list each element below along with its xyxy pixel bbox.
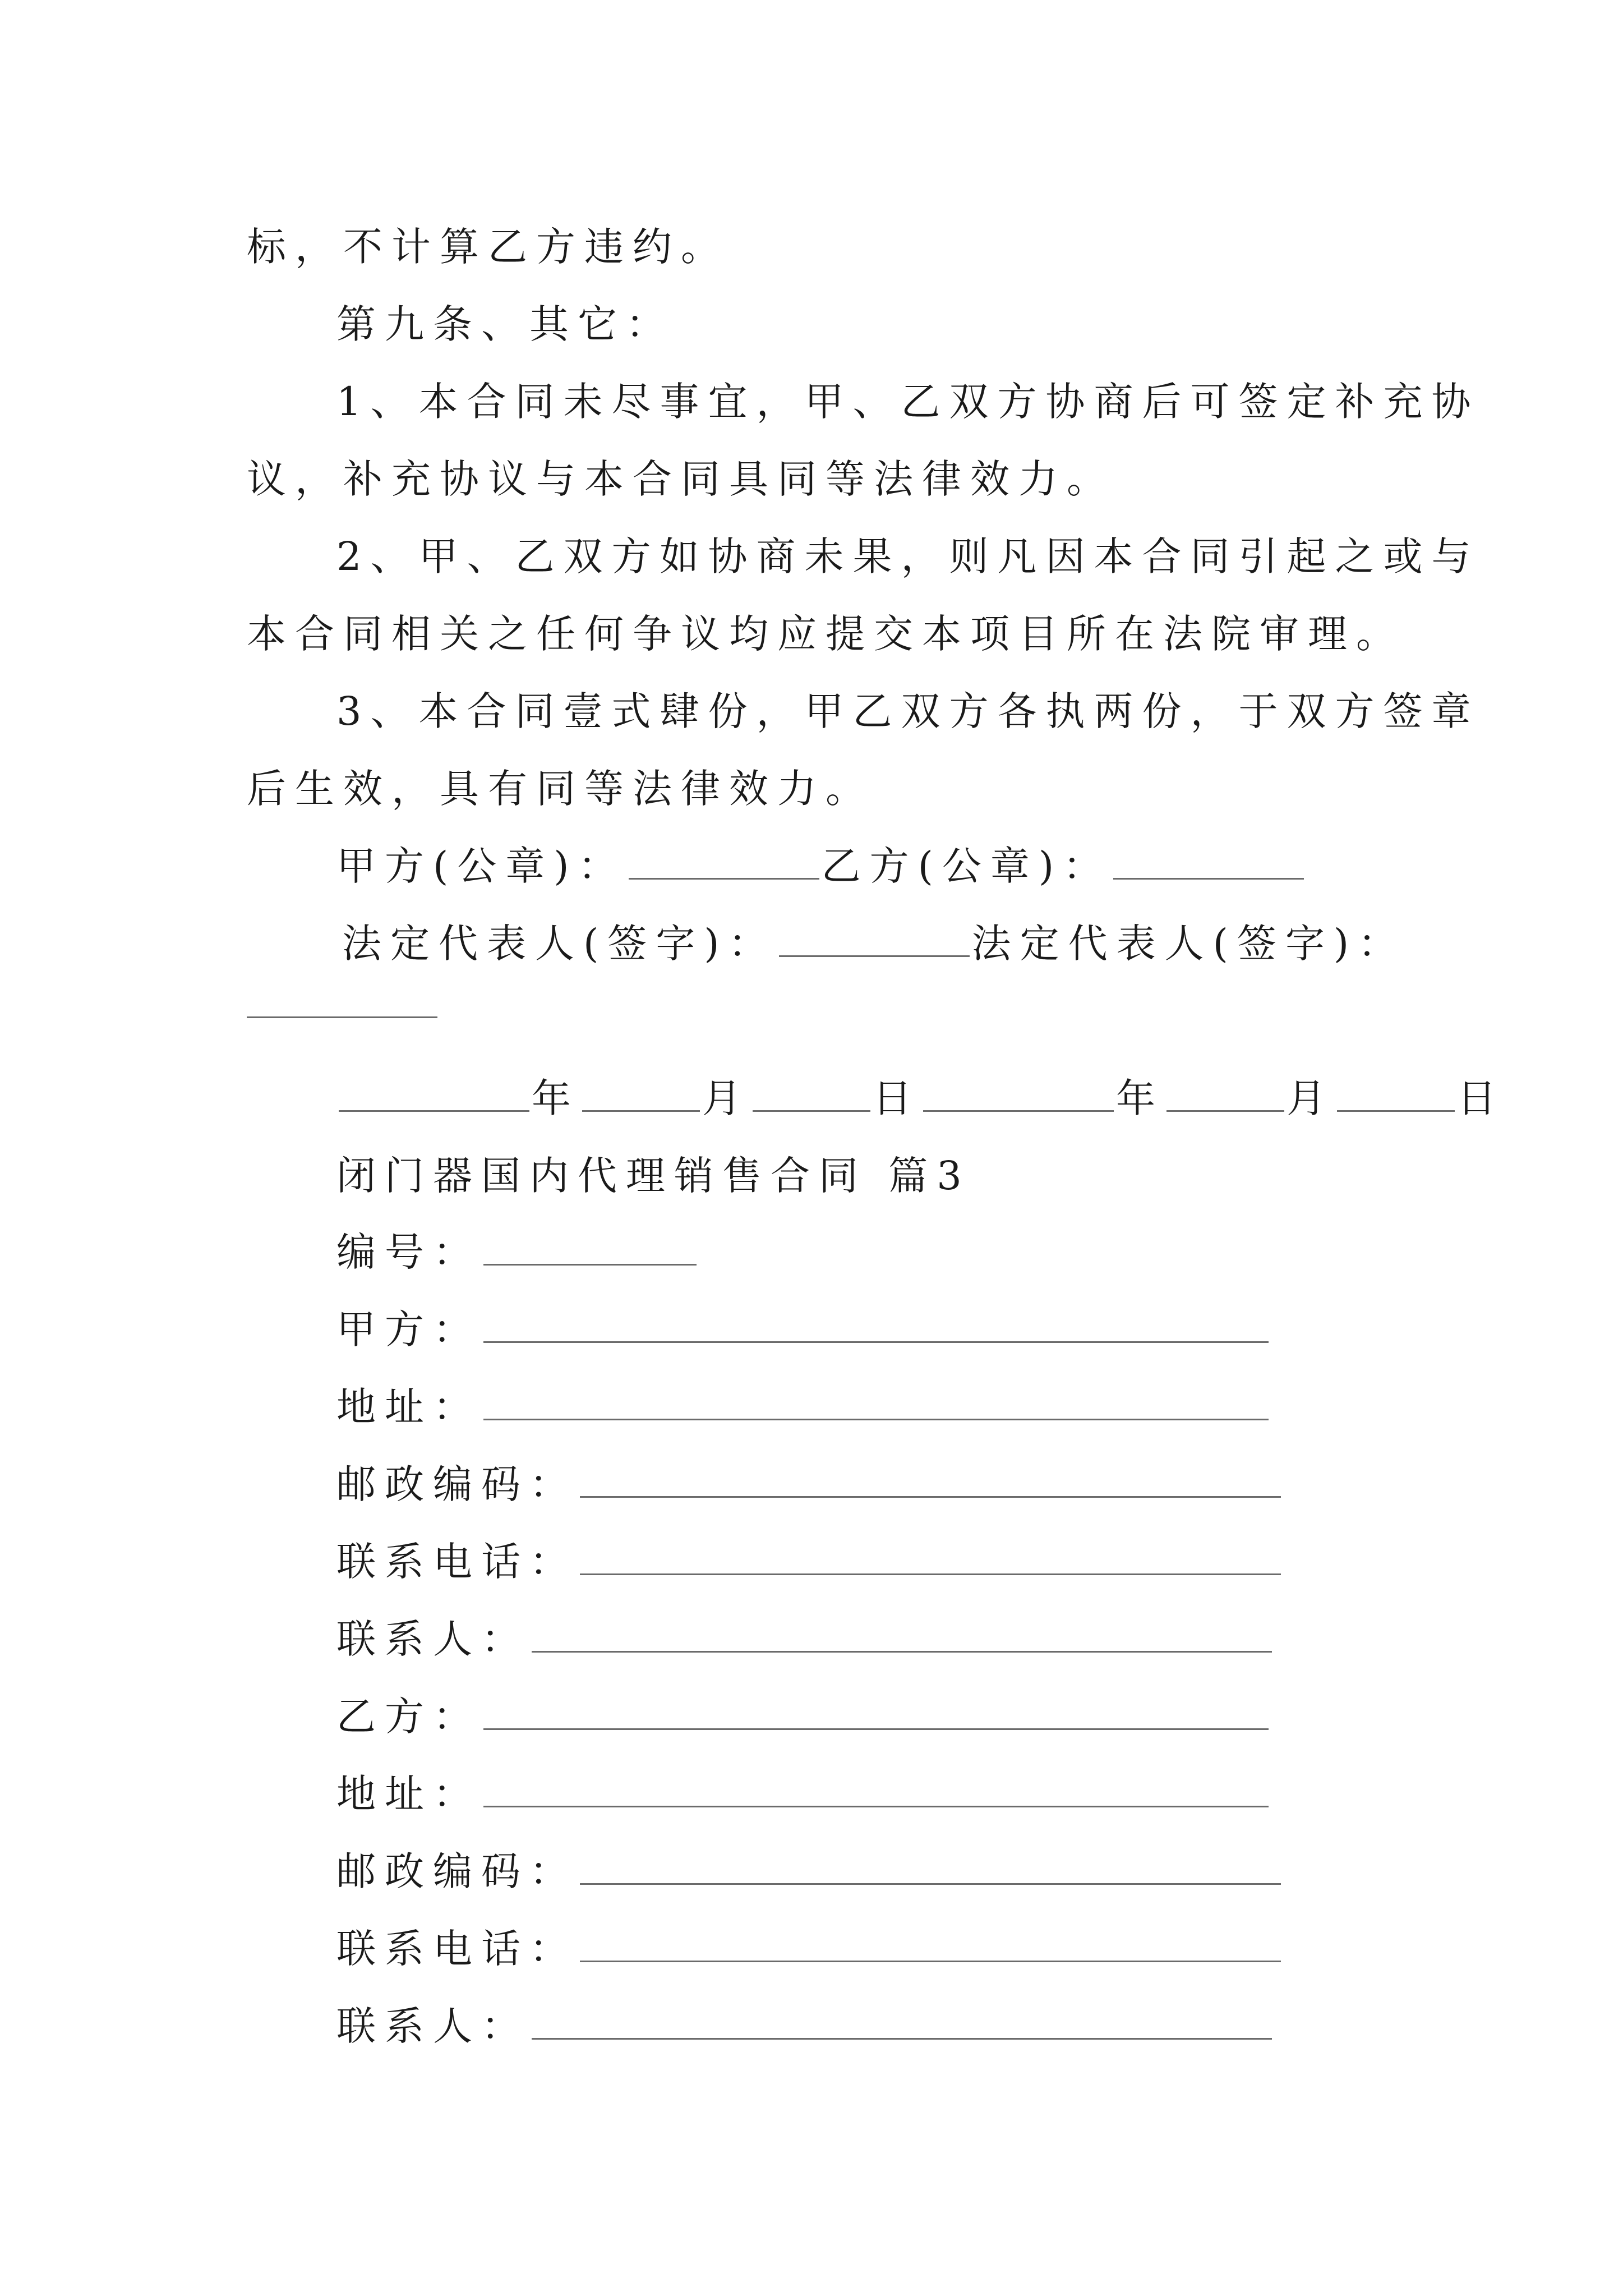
field-contact-a xyxy=(336,1605,1274,1673)
clause-item-2-line2: 本合同相关之任何争议均应提交本项目所在法院审理。 xyxy=(247,611,1404,657)
day-b-label: 日 xyxy=(1457,1075,1505,1121)
field-postcode-b-blank xyxy=(580,1851,1281,1885)
field-address-b xyxy=(336,1760,1271,1828)
field-phone-b-label: 联系电话： xyxy=(336,1926,578,1972)
field-phone-b xyxy=(336,1915,1283,1982)
field-number xyxy=(336,1218,699,1286)
field-phone-a-blank xyxy=(580,1541,1281,1575)
field-contact-b-label: 联系人： xyxy=(336,2003,529,2049)
field-contact-a-label: 联系人： xyxy=(336,1616,529,1662)
field-postcode-b-label: 邮政编码： xyxy=(336,1848,578,1894)
field-address-b-label: 地址： xyxy=(336,1771,481,1817)
field-postcode-b xyxy=(336,1838,1283,1905)
field-phone-b-blank xyxy=(580,1928,1281,1962)
party-b-seal-label: 乙方(公章)： xyxy=(821,843,1112,889)
clause-item-3-line2: 后生效，具有同等法律效力。 xyxy=(247,766,874,812)
year-b-label: 年 xyxy=(1116,1075,1164,1121)
field-postcode-a xyxy=(336,1451,1283,1518)
month-a-label: 月 xyxy=(702,1075,750,1121)
year-b-blank xyxy=(923,1078,1114,1112)
field-party-b-blank xyxy=(483,1696,1269,1730)
field-phone-a-label: 联系电话： xyxy=(336,1539,578,1585)
party-a-seal-label: 甲方(公章)： xyxy=(336,843,626,889)
day-a-blank xyxy=(753,1078,870,1112)
field-party-a-blank xyxy=(483,1309,1269,1343)
date-row xyxy=(336,1065,1505,1132)
field-party-a xyxy=(336,1296,1271,1363)
field-address-a xyxy=(336,1373,1271,1441)
field-phone-a xyxy=(336,1528,1283,1595)
field-party-b xyxy=(336,1683,1271,1750)
field-postcode-a-blank xyxy=(580,1464,1281,1498)
field-contact-b xyxy=(336,1993,1274,2060)
clause-item-3-line1: 3、本合同壹式肆份，甲乙双方各执两份，于双方签章 xyxy=(336,688,1480,734)
rep-b-blank xyxy=(247,1016,437,1018)
clause-item-2-line1: 2、甲、乙双方如协商未果，则凡因本合同引起之或与 xyxy=(336,533,1480,579)
section-title: 闭门器国内代理销售合同 篇3 xyxy=(336,1153,971,1199)
field-number-blank xyxy=(483,1231,697,1266)
field-address-b-blank xyxy=(483,1773,1269,1807)
seal-row xyxy=(336,832,1306,900)
rep-b-label: 法定代表人(签字)： xyxy=(971,921,1407,967)
rep-a-label: 法定代表人(签字)： xyxy=(342,921,777,967)
field-contact-a-blank xyxy=(532,1618,1272,1653)
field-party-b-label: 乙方： xyxy=(336,1694,481,1740)
field-number-label: 编号： xyxy=(336,1229,481,1275)
year-a-blank xyxy=(339,1078,529,1112)
field-contact-b-blank xyxy=(532,2005,1272,2040)
paragraph-text: 标，不计算乙方违约。 xyxy=(247,224,729,270)
month-b-blank xyxy=(1166,1078,1284,1112)
field-address-a-label: 地址： xyxy=(336,1384,481,1430)
year-a-label: 年 xyxy=(532,1075,580,1121)
field-address-a-blank xyxy=(483,1386,1269,1420)
month-a-blank xyxy=(582,1078,700,1112)
month-b-label: 月 xyxy=(1287,1075,1335,1121)
day-a-label: 日 xyxy=(873,1075,921,1121)
day-b-blank xyxy=(1337,1078,1455,1112)
clause-heading: 第九条、其它： xyxy=(336,301,674,347)
party-b-seal-blank xyxy=(1113,845,1304,880)
field-party-a-label: 甲方： xyxy=(336,1306,481,1352)
party-a-seal-blank xyxy=(629,845,819,880)
rep-a-blank xyxy=(779,923,970,957)
field-postcode-a-label: 邮政编码： xyxy=(336,1461,578,1507)
clause-item-1-line1: 1、本合同未尽事宜，甲、乙双方协商后可签定补充协 xyxy=(336,379,1480,425)
representative-row xyxy=(342,910,1406,977)
clause-item-1-line2: 议，补充协议与本合同具同等法律效力。 xyxy=(247,456,1115,502)
